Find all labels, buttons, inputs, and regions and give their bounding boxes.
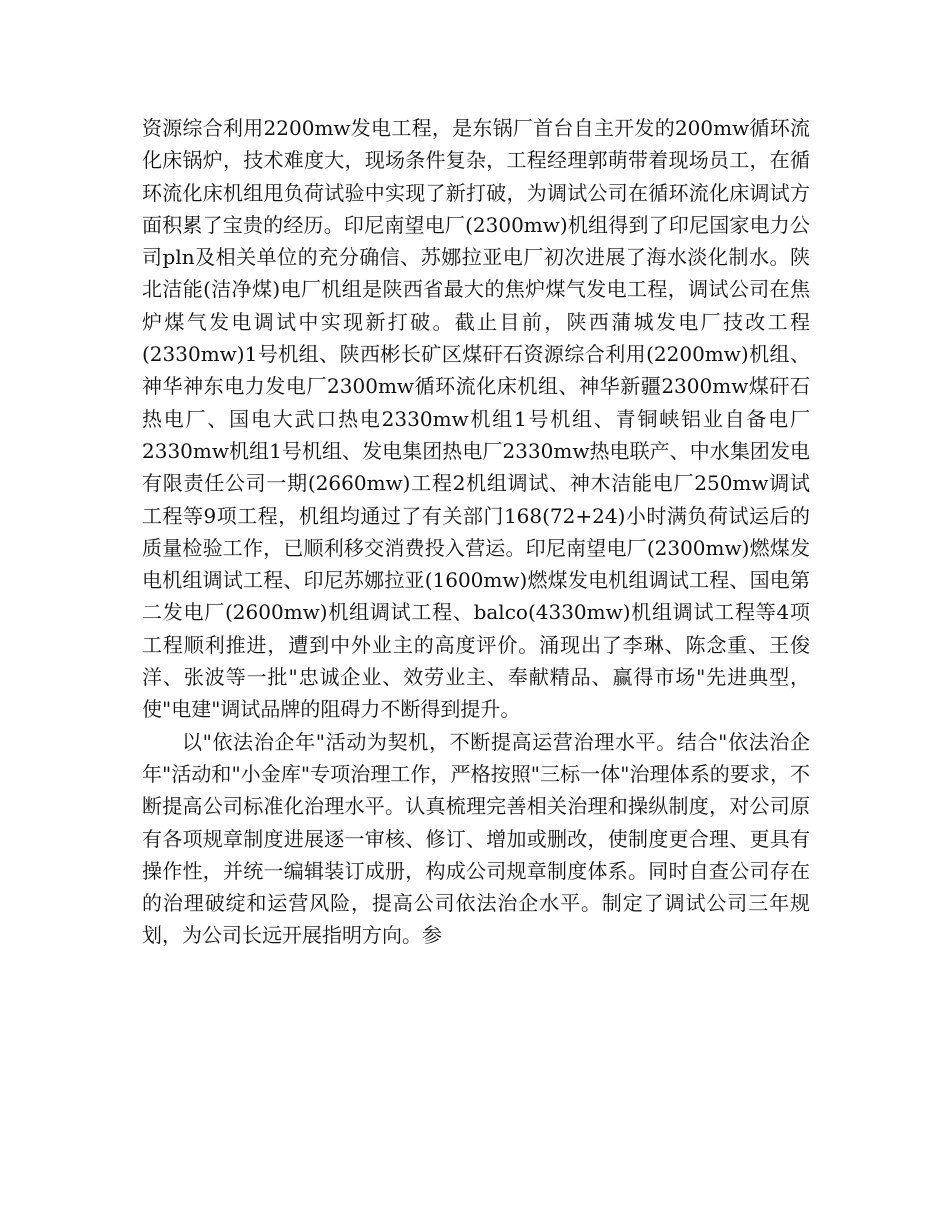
paragraph-1: 资源综合利用2200mw发电工程，是东锅厂首台自主开发的200mw循环流化床锅炉，技术难度大，现场条件复杂，工程经理郭萌带着现场员工，在循环流化床机组甩负荷试验中实现了新打破，为调试公司在循环流化床调试方面积累了宝贵的经历。印尼南望电厂(2300mw)机组得到了印尼国家电力公司pln及相关单位的充分确信、苏娜拉亚电厂初次进展了海水淡化制水。陕北洁能(洁净煤)电厂机组是陕西省最大的焦炉煤气发电工程，调试公司在焦炉煤气发电调试中实现新打破。截止目前，陕西蒲城发电厂技改工程(2330mw)1号机组、陕西彬长矿区煤矸石资源综合利用(2200mw)机组、神华神东电力发电厂2300mw循环流化床机组、神华新疆2300mw煤矸石热电厂、国电大武口热电2330mw机组1号机组、青铜峡铝业自备电厂2330mw机组1号机组、发电集团热电厂2330mw热电联产、中水集团发电有限责任公司一期(2660mw)工程2机组调试、神木洁能电厂250mw调试工程等9项工程，机组均通过了有关部门168(72+24)小时满负荷试运后的质量检验工作，已顺利移交消费投入营运。印尼南望电厂(2300mw)燃煤发电机组调试工程、印尼苏娜拉亚(1600mw)燃煤发电机组调试工程、国电第二发电厂(2600mw)机组调试工程、balco(4330mw)机组调试工程等4项工程顺利推进，遭到中外业主的高度评价。涌现出了李琳、陈念重、王俊洋、张波等一批"忠诚企业、效劳业主、奉献精品、赢得市场"先进典型，使"电建"调试品牌的阻碍力不断得到提升。: [142, 116, 810, 722]
paragraph-2: 以"依法治企年"活动为契机，不断提高运营治理水平。结合"依法治企年"活动和"小金库"专项治理工作，严格按照"三标一体"治理体系的要求，不断提高公司标准化治理水平。认真梳理完善相关治理和操纵制度，对公司原有各项规章制度进展逐一审核、修订、增加或删改，使制度更合理、更具有操作性，并统一编辑装订成册，构成公司规章制度体系。同时自查公司存在的治理破绽和运营风险，提高公司依法治企水平。制定了调试公司三年规划，为公司长远开展指明方向。参: [142, 729, 810, 948]
document-body: [142, 112, 810, 952]
